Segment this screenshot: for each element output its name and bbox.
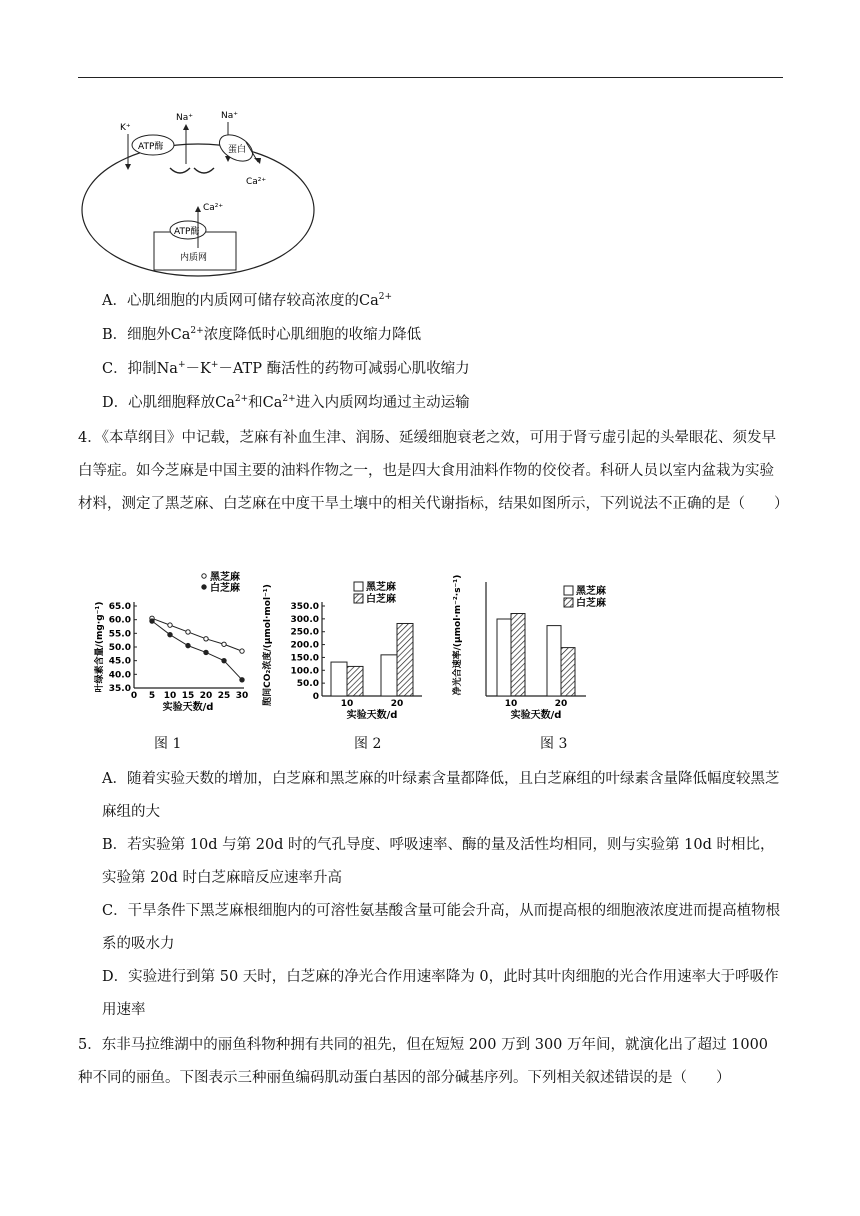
x-tick-label: 20 — [199, 691, 213, 701]
x-axis-label: 实验天数/d — [346, 710, 398, 721]
y-axis-label: 叶绿素含量/(mg·g⁻¹) — [95, 601, 105, 693]
q3-option-a: A．心肌细胞的内质网可储存较高浓度的$Ca^{2+}$ — [102, 292, 392, 309]
data-point — [240, 678, 244, 682]
bar — [561, 648, 575, 696]
q4-option-a: A．随着实验天数的增加，白芝麻和黑芝麻的叶绿素含量都降低，且白芝麻组的叶绿素含量降低幅度较黑芝麻组的大 — [102, 771, 780, 820]
er-label: 内质网 — [180, 253, 208, 263]
q4-option-d: D．实验进行到第 50 天时，白芝麻的净光合作用速率降为 0，此时其叶肉细胞的光合作用速率大于呼吸作用速率 — [102, 969, 779, 1018]
y-tick-label: 0 — [312, 692, 319, 702]
k-label: K⁺ — [120, 123, 131, 133]
x-tick-label: 10 — [504, 699, 518, 709]
y-tick-label: 50.0 — [296, 679, 319, 690]
legend-swatch — [564, 586, 573, 595]
legend-label: 白芝麻 — [366, 594, 396, 605]
q4-stem: 4．《本草纲目》中记载，芝麻有补血生津、润肠、延缓细胞衰老之效，可用于肾亏虚引起的头晕眼花、须发早白等症。如今芝麻是中国主要的油料作物之一，也是四大食用油料作物的佼佼者。科研人员以室内盆栽为实验材料，测定了黑芝麻、白芝麻在中度干旱土壤中的相关代谢指标，结果如图所示，下列说法不正确的是（ ） — [78, 430, 789, 512]
x-axis-label: 实验天数/d — [162, 702, 214, 713]
data-point — [150, 619, 154, 623]
bar — [397, 623, 413, 696]
ca-label-out: Ca²⁺ — [246, 177, 267, 187]
bar — [547, 626, 561, 696]
ca-label-er: Ca²⁺ — [203, 203, 224, 213]
bar — [381, 655, 397, 696]
figure-1-caption: 图 1 — [154, 736, 182, 752]
atpase-label-1: ATP酶 — [138, 142, 164, 152]
y-tick-label: 200.0 — [290, 640, 319, 651]
data-point — [168, 623, 172, 627]
y-tick-label: 150.0 — [290, 653, 319, 664]
y-tick-label: 40.0 — [108, 670, 131, 681]
data-point — [240, 649, 244, 653]
x-tick-label: 5 — [148, 691, 156, 701]
q3-option-d: D．心肌细胞释放$Ca^{2+}$和$Ca^{2+}$进入内质网均通过主动运输 — [102, 394, 470, 411]
data-point — [222, 658, 226, 662]
legend-label: 黑芝麻 — [366, 582, 396, 593]
bar — [347, 666, 363, 696]
data-point — [222, 642, 226, 646]
y-tick-label: 350.0 — [290, 602, 319, 612]
legend-swatch — [354, 582, 363, 591]
y-tick-label: 65.0 — [108, 602, 131, 612]
na-label-1: Na⁺ — [176, 113, 193, 123]
y-axis-label: 胞间CO₂浓度/(μmol·mol⁻¹) — [263, 584, 273, 706]
x-tick-label: 20 — [390, 699, 404, 709]
q4-option-c: C．干旱条件下黑芝麻根细胞内的可溶性氨基酸含量可能会升高，从而提高根的细胞液浓度进而提高植物根系的吸水力 — [102, 903, 781, 952]
x-tick-label: 10 — [163, 691, 177, 701]
series-line-0 — [152, 618, 242, 651]
y-tick-label: 35.0 — [108, 684, 131, 694]
data-point — [168, 633, 172, 637]
series-line-1 — [152, 621, 242, 680]
y-tick-label: 45.0 — [108, 656, 131, 667]
y-tick-label: 60.0 — [108, 615, 131, 626]
bar — [511, 614, 525, 697]
header-rule — [78, 77, 783, 78]
y-tick-label: 100.0 — [290, 666, 319, 677]
figure-2-caption: 图 2 — [354, 736, 382, 752]
x-tick-label: 15 — [181, 691, 195, 701]
legend-swatch — [354, 594, 363, 603]
figure-2-chart — [262, 566, 432, 726]
cell-diagram — [78, 100, 318, 280]
legend-label: 白芝麻 — [210, 583, 240, 594]
atpase-label-2: ATP酶 — [174, 227, 200, 237]
x-tick-label: 20 — [554, 699, 568, 709]
data-point — [186, 643, 190, 647]
legend-label: 黑芝麻 — [576, 586, 606, 597]
x-tick-label: 30 — [235, 691, 249, 701]
y-tick-label: 300.0 — [290, 614, 319, 625]
na-label-2: Na⁺ — [221, 111, 238, 121]
q3-option-c: C．抑制Na+－K+－ATP 酶活性的药物可减弱心肌收缩力 — [102, 360, 470, 377]
figure-1-chart — [86, 566, 256, 726]
legend-label: 白芝麻 — [576, 598, 606, 609]
legend-label: 黑芝麻 — [210, 572, 240, 583]
x-axis-label: 实验天数/d — [510, 710, 562, 721]
legend-marker — [202, 574, 206, 578]
y-tick-label: 55.0 — [108, 629, 131, 640]
q3-option-b: B．细胞外$Ca^{2+}$浓度降低时心肌细胞的收缩力降低 — [102, 326, 422, 343]
data-point — [186, 630, 190, 634]
data-point — [204, 650, 208, 654]
x-tick-label: 25 — [217, 691, 231, 701]
figure-3-chart — [446, 566, 626, 726]
figure-3-caption: 图 3 — [540, 736, 568, 752]
data-point — [204, 637, 208, 641]
y-tick-label: 50.0 — [108, 643, 131, 653]
bar — [497, 619, 511, 696]
x-tick-label: 10 — [340, 699, 354, 709]
q5-stem: 5．东非马拉维湖中的丽鱼科物种拥有共同的祖先，但在短短 200 万到 300 万年间，就演化出了超过 1000 种不同的丽鱼。下图表示三种丽鱼编码肌动蛋白基因的部分碱基序列。下列相关叙述错误的是（ ） — [78, 1037, 769, 1086]
legend-marker — [202, 585, 206, 589]
y-tick-label: 250.0 — [290, 627, 319, 638]
legend-swatch — [564, 598, 573, 607]
x-tick-label: 0 — [130, 691, 138, 701]
bar — [331, 662, 347, 696]
q4-option-b: B．若实验第 10d 与第 20d 时的气孔导度、呼吸速率、酶的量及活性均相同，则与实验第 10d 时相比，实验第 20d 时白芝麻暗反应速率升高 — [102, 837, 775, 886]
y-axis-label: 净光合速率/(μmol·m⁻²·s⁻¹) — [453, 574, 463, 696]
protein-label: 蛋白 — [228, 145, 247, 155]
